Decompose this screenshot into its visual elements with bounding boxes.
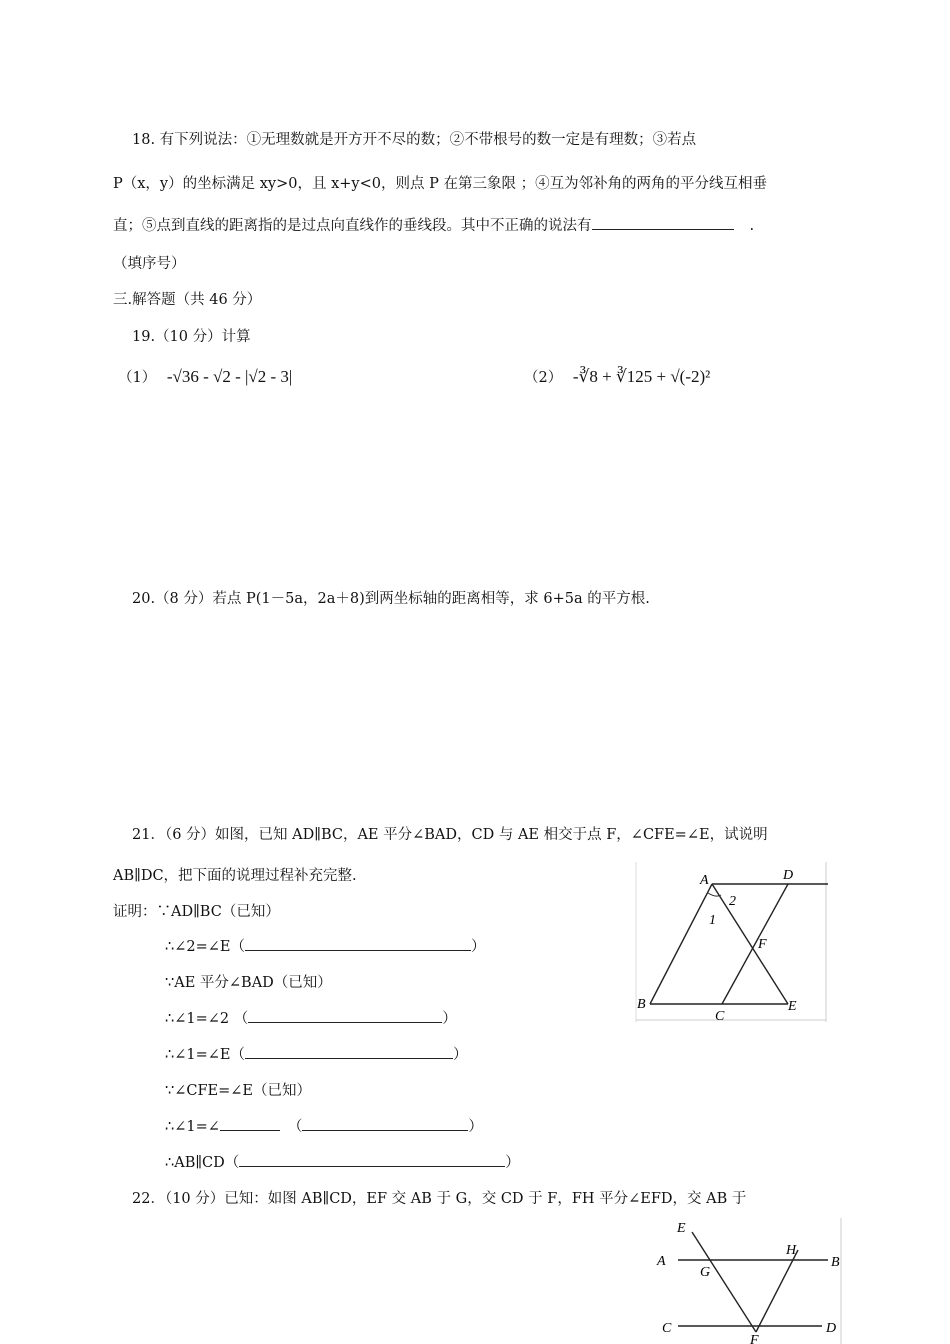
fig21-label-f: F bbox=[758, 937, 767, 952]
q18-answer-blank[interactable] bbox=[592, 215, 734, 230]
q21-blank-reason[interactable] bbox=[245, 936, 471, 951]
q21-line1: 21．（6 分）如图，已知 AD∥BC，AE 平分∠BAD，CD 与 AE 相交于点 F，∠CFE=∠E，试说明 bbox=[132, 827, 768, 843]
q18-line4: （填序号） bbox=[113, 256, 186, 272]
q21-proof-line: ∵∠CFE=∠E（已知） bbox=[165, 1083, 311, 1099]
q18-line2: P（x，y）的坐标满足 xy>0，且 x+y<0，则点 P 在第三象限 ；④互为邻补角的两角的平分线互相垂 bbox=[113, 176, 768, 192]
fig22-label-d: D bbox=[826, 1321, 837, 1336]
q19-part1 bbox=[118, 366, 292, 387]
fig22-label-h: H bbox=[786, 1243, 797, 1258]
q21-close-paren: ） bbox=[452, 1047, 468, 1063]
q18-line1: 18. 有下列说法：①无理数就是开方开不尽的数；②不带根号的数一定是有理数；③若点 bbox=[132, 132, 697, 148]
fig21-label-angle1: 1 bbox=[709, 913, 716, 928]
q18-line3-end: . bbox=[749, 218, 755, 234]
fig22-label-a: A bbox=[657, 1254, 666, 1269]
q19-part2-expr: -∛8 + ∛125 + √(-2)² bbox=[572, 367, 711, 386]
q21-proof-text: ∴AB∥CD（ bbox=[165, 1155, 240, 1171]
fig22-label-c: C bbox=[662, 1321, 672, 1336]
q21-proof-text: ∴∠1=∠2 （ bbox=[165, 1011, 249, 1027]
q19-part2 bbox=[524, 366, 710, 387]
q21-close-paren: ） bbox=[470, 939, 486, 955]
section3-heading: 三.解答题（共 46 分） bbox=[113, 292, 262, 308]
fig21-label-b: B bbox=[637, 997, 646, 1012]
q21-close-paren: ） bbox=[442, 1011, 457, 1027]
q21-figure bbox=[630, 862, 835, 1024]
q20-text: 20.（8 分）若点 P(1－5a，2a＋8)到两坐标轴的距离相等，求 6+5a 的平方根. bbox=[132, 591, 650, 607]
q21-proof-text: ∴∠1=∠E（ bbox=[165, 1047, 245, 1063]
q21-proof-line bbox=[165, 935, 485, 956]
q21-blank-reason[interactable] bbox=[239, 1152, 505, 1167]
q21-close-paren: ） bbox=[468, 1119, 483, 1135]
q22-figure bbox=[650, 1218, 845, 1344]
q21-proof-line bbox=[165, 1151, 520, 1172]
fig21-label-a: A bbox=[700, 873, 709, 888]
q22-line1: 22．（10 分）已知：如图 AB∥CD，EF 交 AB 于 G，交 CD 于 F，FH 平分∠EFD，交 AB 于 bbox=[132, 1191, 747, 1207]
q21-open-paren: （ bbox=[287, 1119, 303, 1135]
fig22-label-e: E bbox=[677, 1221, 686, 1236]
q21-proof-text: ∴∠2=∠E（ bbox=[165, 939, 245, 955]
q21-blank-angle[interactable] bbox=[220, 1116, 280, 1131]
q21-blank-reason[interactable] bbox=[248, 1008, 442, 1023]
fig21-label-d: D bbox=[783, 868, 794, 883]
q21-proof-line: ∵AE 平分∠BAD（已知） bbox=[165, 975, 332, 991]
q19-part2-label: （2） bbox=[524, 370, 563, 386]
q18-line3 bbox=[113, 214, 754, 235]
q21-blank-reason[interactable] bbox=[245, 1044, 453, 1059]
fig22-label-b: B bbox=[831, 1255, 840, 1270]
q21-proof-line: 证明：∵AD∥BC（已知） bbox=[113, 904, 280, 920]
q19-title: 19.（10 分）计算 bbox=[132, 329, 251, 345]
q21-proof-line bbox=[165, 1115, 483, 1136]
q21-blank-reason[interactable] bbox=[302, 1116, 468, 1131]
q21-proof-line bbox=[165, 1007, 457, 1028]
q21-proof-line bbox=[165, 1043, 467, 1064]
fig21-label-e: E bbox=[788, 999, 797, 1014]
fig22-label-g: G bbox=[700, 1265, 711, 1280]
fig22-label-f: F bbox=[750, 1333, 759, 1344]
fig21-label-angle2: 2 bbox=[729, 894, 736, 909]
q19-part1-label: （1） bbox=[118, 370, 157, 386]
fig21-label-c: C bbox=[715, 1009, 725, 1024]
q21-proof-text: ∴∠1=∠ bbox=[165, 1119, 220, 1135]
q19-part1-expr: -√36 - √2 - |√2 - 3| bbox=[166, 367, 293, 386]
q18-line3-text: 直；⑤点到直线的距离指的是过点向直线作的垂线段。其中不正确的说法有 bbox=[113, 218, 592, 234]
q21-line2: AB∥DC，把下面的说理过程补充完整. bbox=[113, 868, 357, 884]
q21-close-paren: ） bbox=[505, 1155, 520, 1171]
